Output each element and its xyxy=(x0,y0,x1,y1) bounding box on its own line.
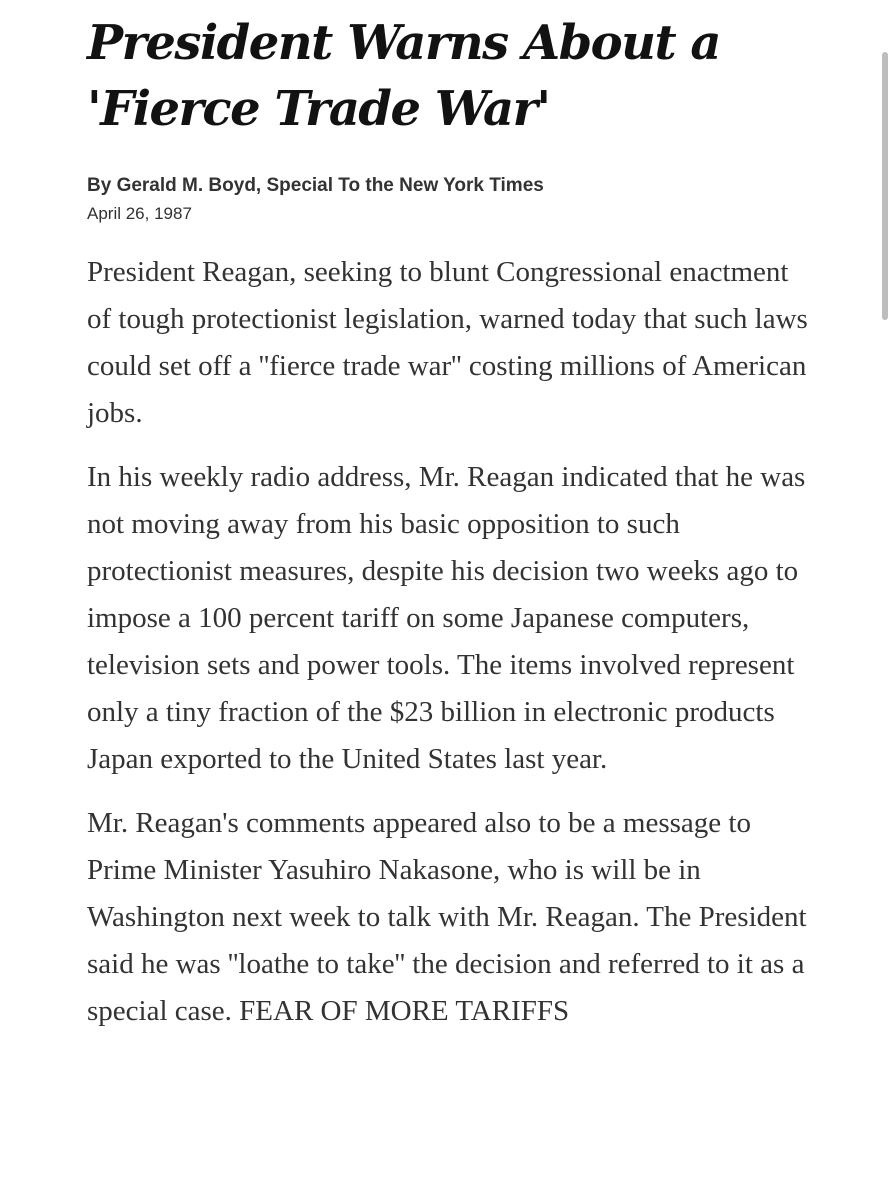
scrollbar-thumb[interactable] xyxy=(882,52,888,320)
article-paragraph: President Reagan, seeking to blunt Congressional enactment of tough protectionist legislation, warned today that such laws could set off a ''fierce trade war'' costing millions of American jobs. xyxy=(87,256,808,429)
publish-date: April 26, 1987 xyxy=(87,204,192,223)
vertical-scrollbar[interactable] xyxy=(879,0,891,1200)
article-paragraph: Mr. Reagan's comments appeared also to be a message to Prime Minister Yasuhiro Nakasone, who is will be in Washington next week to talk with Mr. Reagan. The President said he was ''loathe to take'' the decision and referred to it as a special case. FEAR OF MORE TARIFFS xyxy=(87,807,807,1027)
article-body xyxy=(87,249,812,1035)
article xyxy=(87,10,812,1052)
article-paragraph: In his weekly radio address, Mr. Reagan indicated that he was not moving away from his basic opposition to such protectionist measures, despite his decision two weeks ago to impose a 100 percent tariff on some Japanese computers, television sets and power tools. The items involved represent only a tiny fraction of the $23 billion in electronic products Japan exported to the United States last year. xyxy=(87,461,806,775)
byline: By Gerald M. Boyd, Special To the New York Times xyxy=(87,175,544,196)
headline: President Warns About a 'Fierce Trade War' xyxy=(87,15,721,137)
